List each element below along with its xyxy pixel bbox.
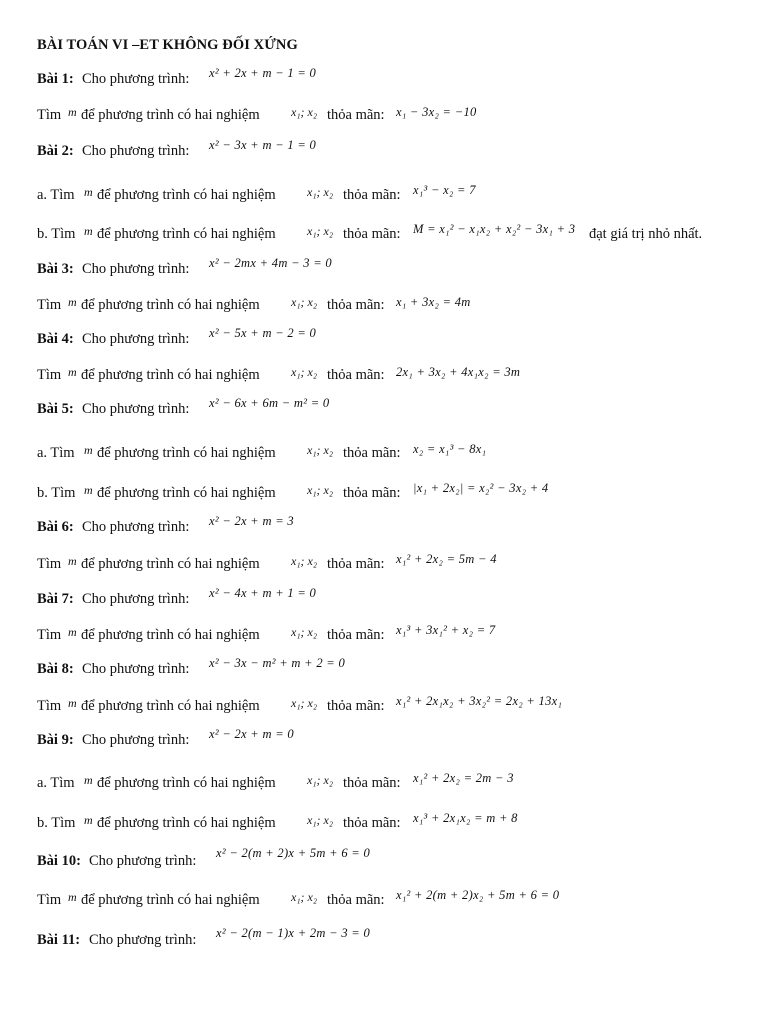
satisfy-text: thỏa mãn: (327, 698, 385, 714)
problem-equation: x² − 6x + 6m − m² = 0 (209, 396, 330, 410)
question-condition: để phương trình có hai nghiệm (81, 107, 260, 123)
m-variable: m (84, 773, 93, 787)
problem-label: Bài 5: (37, 401, 74, 417)
roots-symbol: x₁; x₂ (307, 224, 333, 238)
question-condition: để phương trình có hai nghiệm (81, 627, 260, 643)
root-condition: |x₁ + 2x₂| = x₂² − 3x₂ + 4 (413, 481, 549, 495)
question-condition: để phương trình có hai nghiệm (81, 297, 260, 313)
question-condition: để phương trình có hai nghiệm (97, 485, 276, 501)
problem-prompt: Cho phương trình: (82, 401, 190, 417)
root-condition: x₁² + 2x₂ = 5m − 4 (396, 552, 497, 566)
problem-equation: x² − 2(m + 2)x + 5m + 6 = 0 (216, 846, 370, 860)
m-variable: m (68, 554, 77, 568)
problem-prompt: Cho phương trình: (82, 591, 190, 607)
root-condition: x₁ − 3x₂ = −10 (396, 105, 477, 119)
satisfy-text: thỏa mãn: (327, 297, 385, 313)
m-variable: m (84, 224, 93, 238)
problem-label: Bài 2: (37, 143, 74, 159)
question-condition: để phương trình có hai nghiệm (81, 698, 260, 714)
m-variable: m (84, 813, 93, 827)
roots-symbol: x₁; x₂ (291, 554, 317, 568)
satisfy-text: thỏa mãn: (343, 187, 401, 203)
question-suffix: đạt giá trị nhỏ nhất. (589, 226, 703, 242)
root-condition: x₁² + 2(m + 2)x₂ + 5m + 6 = 0 (396, 888, 560, 902)
satisfy-text: thỏa mãn: (327, 556, 385, 572)
satisfy-text: thỏa mãn: (327, 367, 385, 383)
question-condition: để phương trình có hai nghiệm (97, 815, 276, 831)
question-prefix: Tìm (37, 556, 62, 572)
question-prefix: Tìm (37, 892, 62, 908)
problem-prompt: Cho phương trình: (82, 661, 190, 677)
m-variable: m (68, 625, 77, 639)
problem-prompt: Cho phương trình: (82, 331, 190, 347)
question-prefix: Tìm (37, 367, 62, 383)
root-condition: x₂ = x₁³ − 8x₁ (413, 442, 487, 456)
m-variable: m (84, 185, 93, 199)
question-prefix: b. Tìm (37, 815, 76, 831)
question-prefix: a. Tìm (37, 775, 75, 791)
m-variable: m (68, 105, 77, 119)
problem-equation: x² − 2x + m = 3 (209, 514, 294, 528)
problem-label: Bài 9: (37, 732, 74, 748)
roots-symbol: x₁; x₂ (291, 696, 317, 710)
question-condition: để phương trình có hai nghiệm (81, 892, 260, 908)
question-prefix: a. Tìm (37, 445, 75, 461)
question-prefix: Tìm (37, 698, 62, 714)
satisfy-text: thỏa mãn: (327, 107, 385, 123)
question-prefix: Tìm (37, 297, 62, 313)
roots-symbol: x₁; x₂ (307, 443, 333, 457)
roots-symbol: x₁; x₂ (307, 773, 333, 787)
satisfy-text: thỏa mãn: (327, 892, 385, 908)
problem-equation: x² − 2(m − 1)x + 2m − 3 = 0 (216, 926, 370, 940)
problem-prompt: Cho phương trình: (82, 732, 190, 748)
root-condition: x₁³ + 3x₁² + x₂ = 7 (396, 623, 496, 637)
problem-prompt: Cho phương trình: (82, 71, 190, 87)
satisfy-text: thỏa mãn: (343, 445, 401, 461)
question-condition: để phương trình có hai nghiệm (97, 775, 276, 791)
question-prefix: b. Tìm (37, 226, 76, 242)
satisfy-text: thỏa mãn: (343, 815, 401, 831)
problem-label: Bài 8: (37, 661, 74, 677)
satisfy-text: thỏa mãn: (343, 775, 401, 791)
question-prefix: Tìm (37, 627, 62, 643)
roots-symbol: x₁; x₂ (291, 295, 317, 309)
m-variable: m (84, 483, 93, 497)
problem-label: Bài 4: (37, 331, 74, 347)
roots-symbol: x₁; x₂ (307, 813, 333, 827)
question-condition: để phương trình có hai nghiệm (81, 556, 260, 572)
problem-label: Bài 10: (37, 853, 81, 869)
problem-equation: x² − 5x + m − 2 = 0 (209, 326, 317, 340)
m-variable: m (68, 365, 77, 379)
m-variable: m (84, 443, 93, 457)
problem-equation: x² − 2x + m = 0 (209, 727, 294, 741)
problem-equation: x² − 4x + m + 1 = 0 (209, 586, 317, 600)
problem-prompt: Cho phương trình: (82, 519, 190, 535)
root-condition: x₁² + 2x₂ = 2m − 3 (413, 771, 514, 785)
m-variable: m (68, 295, 77, 309)
question-prefix: a. Tìm (37, 187, 75, 203)
problem-prompt: Cho phương trình: (89, 853, 197, 869)
problem-equation: x² − 3x − m² + m + 2 = 0 (209, 656, 346, 670)
problem-equation: x² + 2x + m − 1 = 0 (209, 66, 317, 80)
satisfy-text: thỏa mãn: (327, 627, 385, 643)
problem-label: Bài 11: (37, 932, 81, 948)
roots-symbol: x₁; x₂ (307, 185, 333, 199)
root-condition: x₁ + 3x₂ = 4m (396, 295, 471, 309)
question-prefix: Tìm (37, 107, 62, 123)
problem-prompt: Cho phương trình: (82, 143, 190, 159)
root-condition: 2x₁ + 3x₂ + 4x₁x₂ = 3m (396, 365, 521, 379)
m-variable: m (68, 890, 77, 904)
problem-prompt: Cho phương trình: (82, 261, 190, 277)
question-condition: để phương trình có hai nghiệm (97, 187, 276, 203)
problem-label: Bài 6: (37, 519, 74, 535)
problem-label: Bài 7: (37, 591, 74, 607)
question-condition: để phương trình có hai nghiệm (97, 445, 276, 461)
roots-symbol: x₁; x₂ (307, 483, 333, 497)
question-condition: để phương trình có hai nghiệm (81, 367, 260, 383)
root-condition: x₁³ + 2x₁x₂ = m + 8 (413, 811, 518, 825)
question-condition: để phương trình có hai nghiệm (97, 226, 276, 242)
problem-prompt: Cho phương trình: (89, 932, 197, 948)
satisfy-text: thỏa mãn: (343, 226, 401, 242)
root-condition: x₁² + 2x₁x₂ + 3x₂² = 2x₂ + 13x₁ (396, 694, 563, 708)
root-condition: x₁³ − x₂ = 7 (413, 183, 476, 197)
problem-equation: x² − 3x + m − 1 = 0 (209, 138, 317, 152)
root-condition: M = x₁² − x₁x₂ + x₂² − 3x₁ + 3 (413, 222, 576, 236)
document-title: BÀI TOÁN VI –ET KHÔNG ĐỐI XỨNG (37, 37, 298, 53)
roots-symbol: x₁; x₂ (291, 365, 317, 379)
satisfy-text: thỏa mãn: (343, 485, 401, 501)
problem-label: Bài 1: (37, 71, 74, 87)
m-variable: m (68, 696, 77, 710)
question-prefix: b. Tìm (37, 485, 76, 501)
roots-symbol: x₁; x₂ (291, 890, 317, 904)
problem-equation: x² − 2mx + 4m − 3 = 0 (209, 256, 332, 270)
roots-symbol: x₁; x₂ (291, 105, 317, 119)
problem-label: Bài 3: (37, 261, 74, 277)
roots-symbol: x₁; x₂ (291, 625, 317, 639)
